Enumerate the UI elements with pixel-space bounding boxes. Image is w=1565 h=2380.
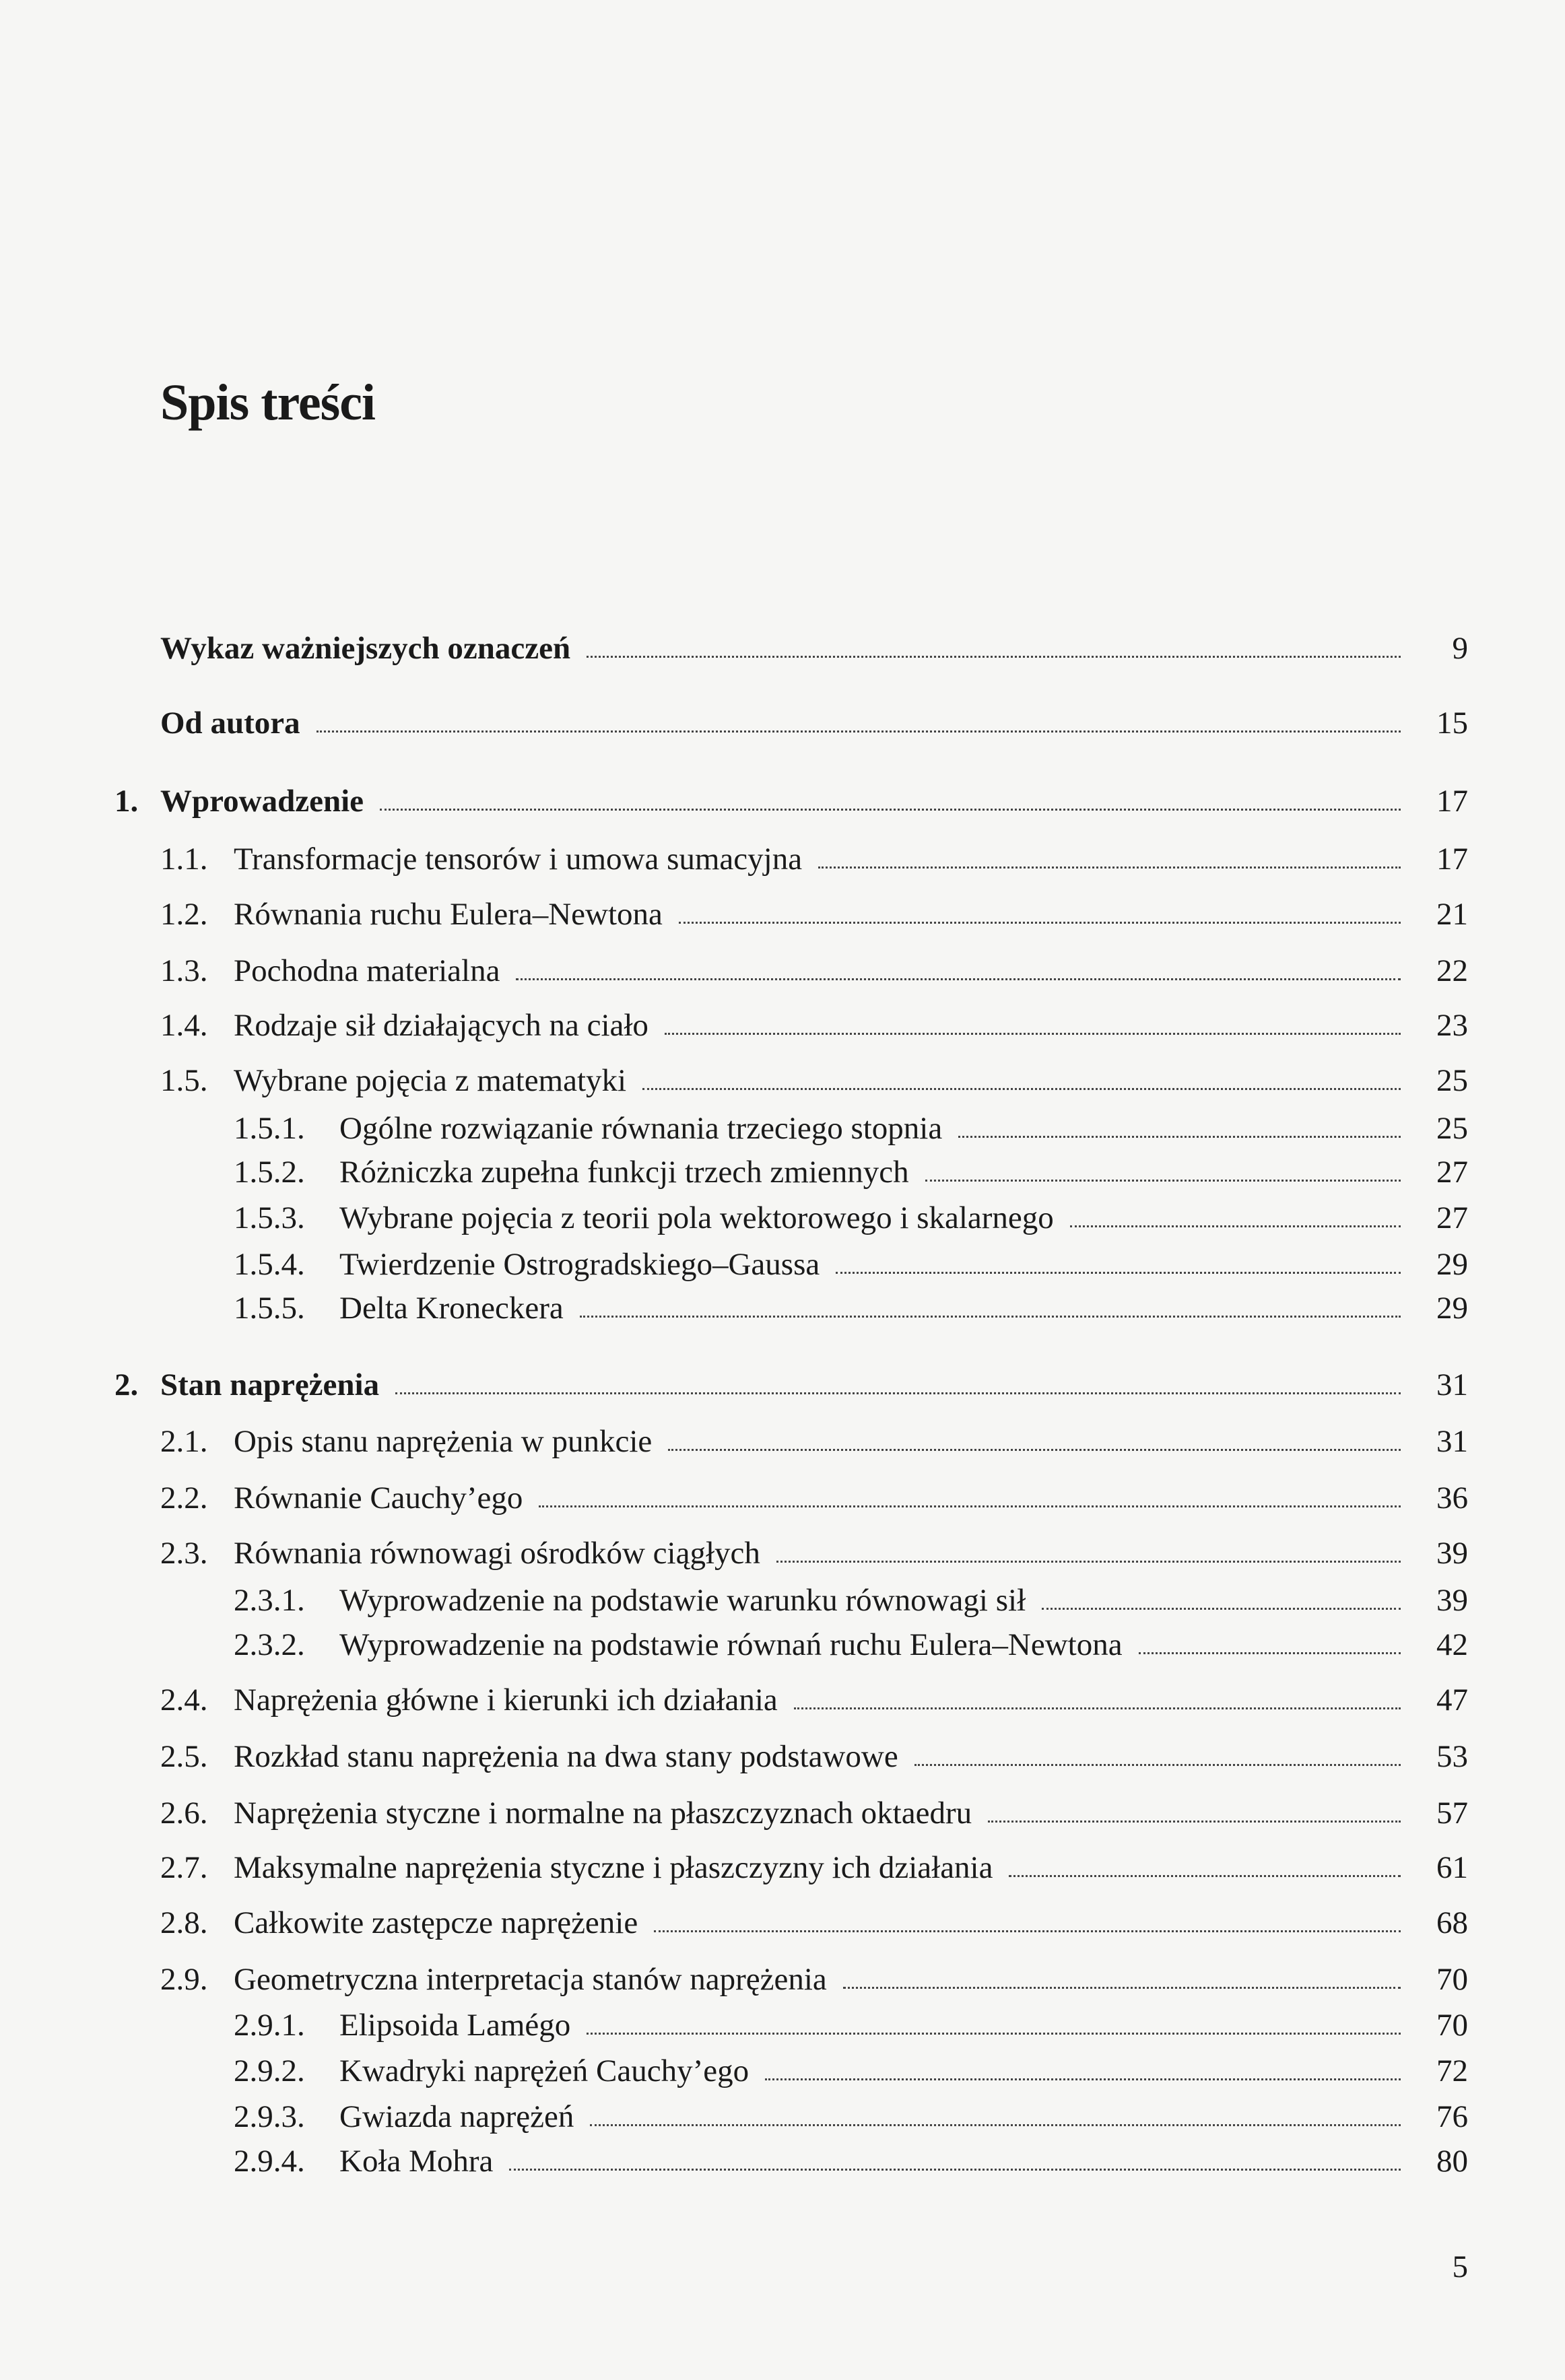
toc-entry-title: Elipsoida Lamégo bbox=[339, 2008, 571, 2043]
toc-entry-number: 1.5.1. bbox=[234, 1111, 305, 1146]
toc-entry-page: 27 bbox=[1436, 1155, 1468, 1190]
toc-entry-page: 39 bbox=[1436, 1536, 1468, 1571]
page-title: Spis treści bbox=[160, 374, 376, 431]
toc-entry-page: 22 bbox=[1436, 953, 1468, 988]
toc-entry-title: Twierdzenie Ostrogradskiego–Gaussa bbox=[339, 1247, 820, 1282]
toc-entry-title: Różniczka zupełna funkcji trzech zmiennych bbox=[339, 1155, 909, 1190]
toc-entry bbox=[160, 1959, 1468, 2000]
toc-entry bbox=[234, 1198, 1468, 1238]
toc-entry-title: Pochodna materialna bbox=[234, 953, 500, 988]
toc-entry bbox=[234, 2141, 1468, 2181]
toc-entry bbox=[160, 1793, 1468, 1833]
dot-leader bbox=[654, 1930, 1401, 1932]
dot-leader bbox=[925, 1180, 1401, 1182]
toc-entry-title: Od autora bbox=[160, 706, 300, 741]
dot-leader bbox=[587, 656, 1401, 658]
toc-entry bbox=[114, 1365, 1468, 1405]
toc-entry bbox=[160, 1421, 1468, 1462]
toc-entry-number: 2.9.4. bbox=[234, 2144, 305, 2179]
toc-entry-number: 2.8. bbox=[160, 1905, 208, 1940]
toc-entry-title: Rodzaje sił działających na ciało bbox=[234, 1008, 648, 1043]
toc-entry-number: 2.1. bbox=[160, 1424, 208, 1459]
toc-entry-page: 70 bbox=[1436, 2008, 1468, 2043]
toc-entry-number: 1.3. bbox=[160, 953, 208, 988]
toc-entry-title: Wprowadzenie bbox=[160, 784, 364, 819]
dot-leader bbox=[516, 978, 1401, 980]
toc-entry-number: 2.6. bbox=[160, 1796, 208, 1831]
toc-entry bbox=[234, 1625, 1468, 1665]
toc-entry-title: Transformacje tensorów i umowa sumacyjna bbox=[234, 842, 803, 877]
toc-entry-title: Równanie Cauchy’ego bbox=[234, 1481, 523, 1516]
toc-entry-page: 17 bbox=[1436, 842, 1468, 877]
dot-leader bbox=[794, 1707, 1401, 1709]
toc-entry-title: Równania ruchu Eulera–Newtona bbox=[234, 897, 663, 932]
toc-entry-title: Naprężenia główne i kierunki ich działania bbox=[234, 1682, 778, 1718]
toc-entry-page: 21 bbox=[1436, 897, 1468, 932]
toc-entry-page: 25 bbox=[1436, 1063, 1468, 1098]
dot-leader bbox=[395, 1392, 1401, 1394]
dot-leader bbox=[843, 1987, 1401, 1989]
toc-entry bbox=[234, 2051, 1468, 2091]
toc-entry bbox=[160, 703, 1468, 743]
toc-entry-page: 61 bbox=[1436, 1850, 1468, 1885]
toc-entry-number: 2.7. bbox=[160, 1850, 208, 1885]
dot-leader bbox=[317, 730, 1401, 733]
dot-leader bbox=[988, 1821, 1401, 1823]
dot-leader bbox=[587, 2033, 1401, 2035]
toc-entry-number: 2.4. bbox=[160, 1682, 208, 1718]
toc-entry bbox=[234, 2097, 1468, 2137]
toc-entry-page: 53 bbox=[1436, 1739, 1468, 1774]
toc-entry bbox=[114, 781, 1468, 821]
toc-entry-title: Całkowite zastępcze naprężenie bbox=[234, 1905, 638, 1940]
toc-entry-page: 31 bbox=[1436, 1424, 1468, 1459]
dot-leader bbox=[509, 2169, 1401, 2171]
dot-leader bbox=[668, 1449, 1401, 1451]
toc-entry-title: Opis stanu naprężenia w punkcie bbox=[234, 1424, 653, 1459]
toc-entry bbox=[160, 1736, 1468, 1777]
toc-entry-page: 29 bbox=[1436, 1291, 1468, 1326]
toc-entry bbox=[160, 1533, 1468, 1573]
toc-entry bbox=[234, 1580, 1468, 1621]
toc-entry-title: Wybrane pojęcia z teorii pola wektorowego i skalarnego bbox=[339, 1200, 1054, 1235]
toc-entry-number: 1.1. bbox=[160, 842, 208, 877]
toc-entry-page: 80 bbox=[1436, 2144, 1468, 2179]
toc-entry bbox=[160, 1680, 1468, 1720]
toc-entry-page: 17 bbox=[1436, 784, 1468, 819]
toc-entry-number: 1.5.3. bbox=[234, 1200, 305, 1235]
toc-entry bbox=[234, 1152, 1468, 1192]
toc-entry-page: 42 bbox=[1436, 1627, 1468, 1662]
toc-entry-title: Koła Mohra bbox=[339, 2144, 494, 2179]
dot-leader bbox=[1042, 1608, 1401, 1610]
toc-entry-number: 1.5.2. bbox=[234, 1155, 305, 1190]
toc-entry-number: 1.5.5. bbox=[234, 1291, 305, 1326]
toc-entry bbox=[234, 1288, 1468, 1328]
toc-entry-page: 25 bbox=[1436, 1111, 1468, 1146]
toc-entry-number: 2.9. bbox=[160, 1962, 208, 1997]
toc-entry-number: 1. bbox=[114, 784, 139, 819]
toc-entry bbox=[160, 1847, 1468, 1888]
toc-entry-page: 39 bbox=[1436, 1583, 1468, 1618]
dot-leader bbox=[818, 866, 1401, 869]
toc-entry-page: 68 bbox=[1436, 1905, 1468, 1940]
dot-leader bbox=[1009, 1875, 1401, 1877]
toc-entry-page: 47 bbox=[1436, 1682, 1468, 1718]
toc-entry-page: 36 bbox=[1436, 1481, 1468, 1516]
toc-entry-title: Wyprowadzenie na podstawie warunku równowagi sił bbox=[339, 1583, 1026, 1618]
toc-entry-title: Ogólne rozwiązanie równania trzeciego stopnia bbox=[339, 1111, 943, 1146]
toc-entry-number: 1.5.4. bbox=[234, 1247, 305, 1282]
toc-entry-title: Delta Kroneckera bbox=[339, 1291, 564, 1326]
dot-leader bbox=[590, 2124, 1401, 2126]
toc-entry-title: Wykaz ważniejszych oznaczeń bbox=[160, 631, 571, 666]
toc-entry bbox=[160, 1903, 1468, 1943]
toc-entry-title: Geometryczna interpretacja stanów naprężenia bbox=[234, 1962, 827, 1997]
toc-entry-number: 1.2. bbox=[160, 897, 208, 932]
dot-leader bbox=[776, 1561, 1401, 1563]
toc-entry-title: Naprężenia styczne i normalne na płaszczyznach oktaedru bbox=[234, 1796, 972, 1831]
toc-entry-number: 2.9.1. bbox=[234, 2008, 305, 2043]
dot-leader bbox=[1070, 1225, 1401, 1227]
toc-entry-title: Gwiazda naprężeń bbox=[339, 2099, 574, 2134]
dot-leader bbox=[380, 809, 1401, 811]
toc-entry-number: 1.5. bbox=[160, 1063, 208, 1098]
toc-entry bbox=[160, 1060, 1468, 1101]
dot-leader bbox=[580, 1316, 1401, 1318]
toc-entry bbox=[234, 1108, 1468, 1149]
toc-entry-number: 2.3.1. bbox=[234, 1583, 305, 1618]
dot-leader bbox=[539, 1505, 1401, 1507]
toc-entry-title: Równania równowagi ośrodków ciągłych bbox=[234, 1536, 760, 1571]
toc-entry bbox=[160, 839, 1468, 879]
toc-entry bbox=[160, 1478, 1468, 1518]
toc-entry-number: 2.9.2. bbox=[234, 2053, 305, 2088]
toc-entry-number: 2.3. bbox=[160, 1536, 208, 1571]
dot-leader bbox=[665, 1033, 1401, 1035]
toc-entry bbox=[234, 2005, 1468, 2045]
toc-entry-title: Maksymalne naprężenia styczne i płaszczyzny ich działania bbox=[234, 1850, 993, 1885]
toc-entry-title: Wybrane pojęcia z matematyki bbox=[234, 1063, 627, 1098]
toc-entry-number: 2. bbox=[114, 1367, 139, 1402]
toc-entry-title: Rozkład stanu naprężenia na dwa stany podstawowe bbox=[234, 1739, 898, 1774]
toc-entry-page: 23 bbox=[1436, 1008, 1468, 1043]
dot-leader bbox=[642, 1088, 1401, 1090]
toc-entry-number: 2.2. bbox=[160, 1481, 208, 1516]
toc-entry bbox=[234, 1244, 1468, 1285]
toc-entry-page: 70 bbox=[1436, 1962, 1468, 1997]
toc-entry bbox=[160, 1005, 1468, 1046]
toc-entry-page: 27 bbox=[1436, 1200, 1468, 1235]
toc-entry-page: 76 bbox=[1436, 2099, 1468, 2134]
toc-entry-title: Wyprowadzenie na podstawie równań ruchu Eulera–Newtona bbox=[339, 1627, 1123, 1662]
toc-entry-number: 1.4. bbox=[160, 1008, 208, 1043]
toc-entry bbox=[160, 894, 1468, 934]
dot-leader bbox=[679, 922, 1401, 924]
dot-leader bbox=[1139, 1652, 1401, 1654]
toc-entry-number: 2.9.3. bbox=[234, 2099, 305, 2134]
toc-entry-title: Kwadryki naprężeń Cauchy’ego bbox=[339, 2053, 750, 2088]
toc-entry-page: 72 bbox=[1436, 2053, 1468, 2088]
toc-entry-number: 2.5. bbox=[160, 1739, 208, 1774]
toc-entry bbox=[160, 951, 1468, 991]
dot-leader bbox=[914, 1764, 1401, 1766]
toc-entry-title: Stan naprężenia bbox=[160, 1367, 380, 1402]
page-number: 5 bbox=[1452, 2249, 1468, 2284]
toc-entry-number: 2.3.2. bbox=[234, 1627, 305, 1662]
toc-entry-page: 29 bbox=[1436, 1247, 1468, 1282]
toc-entry-page: 15 bbox=[1436, 706, 1468, 741]
toc-entry-page: 31 bbox=[1436, 1367, 1468, 1402]
toc-entry-page: 9 bbox=[1452, 631, 1468, 666]
dot-leader bbox=[958, 1136, 1401, 1138]
toc-entry bbox=[160, 628, 1468, 669]
toc-entry-page: 57 bbox=[1436, 1796, 1468, 1831]
dot-leader bbox=[765, 2078, 1401, 2080]
dot-leader bbox=[836, 1272, 1401, 1274]
